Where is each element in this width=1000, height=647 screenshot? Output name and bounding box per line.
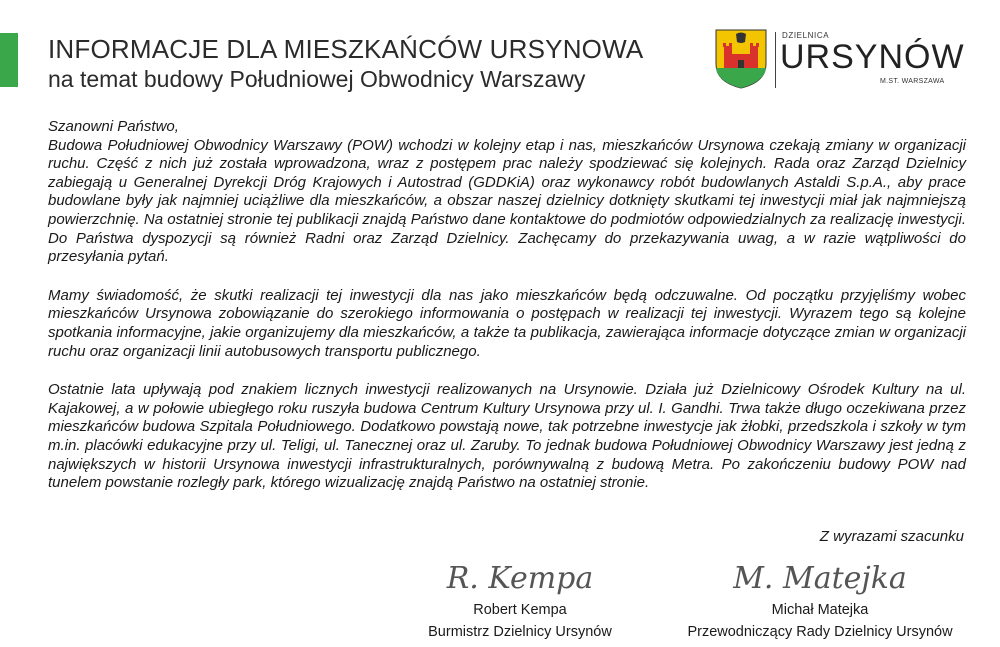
letter-paragraph: Mamy świadomość, że skutki realizacji tej inwestycji dla nas jako mieszkańców będą odczuwalne. Od początku przyjęliśmy wobec mieszkańców Ursynowa zobowiązanie do szerokiego informowania o postępach w realizacji tej inwestycji. Wyrazem tego są kolejne spotkania informacyjne, jakie organizujemy dla mieszkańców, a także ta publikacja, zawierająca informacje dotyczące zmian w organizacji ruchu oraz organizacji linii autobusowych transportu publicznego. (48, 286, 966, 360)
logo-dzielnica: DZIELNICA (782, 31, 830, 40)
letter-greeting: Szanowni Państwo, (48, 118, 179, 135)
page-title: INFORMACJE DLA MIESZKAŃCÓW URSYNOWA (48, 34, 644, 64)
logo-divider (775, 32, 776, 88)
signatory-role: Burmistrz Dzielnicy Ursynów (428, 624, 612, 640)
page-subtitle: na temat budowy Południowej Obwodnicy Warszawy (48, 66, 586, 92)
letter-paragraph: Ostatnie lata upływają pod znakiem licznych inwestycji realizowanych na Ursynowie. Działa już Dzielnicowy Ośrodek Kultury na ul. Kajakowej, a w połowie ubiegłego roku ruszyła budowa Centrum Kultury Ursynowa przy ul. I. Gandhi. Trwa także długo oczekiwana przez mieszkańców budowa Szpitala Południowego. Dodatkowo powstają nowe, tak potrzebne inwestycje jak żłobki, przedszkola i szkoły w tym m.in. placówki edukacyjne przy ul. Teligi, ul. Tanecznej oraz ul. Zaruby. To jednak budowa Południowej Obwodnicy Warszawy jest jedną z największych w historii Ursynowa inwestycji infrastrukturalnych, porównywalną z budową Metra. Po zakończeniu budowy POW nad tunelem powstanie rozległy park, którego wizualizację znajdą Państwo na ostatniej stronie. (48, 381, 966, 492)
logo-city: M.ST. WARSZAWA (880, 78, 945, 85)
letter-closing: Z wyrazami szacunku (819, 528, 964, 545)
letter-body (48, 118, 966, 493)
accent-bar (0, 33, 18, 87)
signatory-name: Robert Kempa (473, 602, 567, 618)
signature-block (660, 562, 980, 640)
district-logo (712, 28, 965, 90)
handwritten-signature: M. Matejka (733, 561, 907, 596)
letter-paragraph: Budowa Południowej Obwodnicy Warszawy (POW) wchodzi w kolejny etap i nas, mieszkańców Ursynowa czekają zmiany w organizacji ruchu. Część z nich już została wprowadzona, wraz z postępem prac należy spodziewać się kolejnych. Rada oraz Zarząd Dzielnicy zabiegają u Generalnej Dyrekcji Dróg Krajowych i Autostrad (GDDKiA) oraz wykonawcy robót budowlanych Astaldi S.p.A., aby prace budowlane były jak najmniej uciążliwe dla mieszkańców, a obszar naszej dzielnicy dotknięty skutkami tej inwestycji miał jak najmniejszą powierzchnię. Na ostatniej stronie tej publikacji znajdą Państwo dane kontaktowe do podmiotów odpowiedzialnych za realizację inwestycji. Do Państwa dyspozycji są również Radni oraz Zarząd Dzielnicy. Zachęcamy do przekazywania uwag, a w razie wątpliwości do przesyłania pytań. (48, 136, 967, 266)
crest-icon (712, 28, 770, 90)
handwritten-signature: R. Kempa (446, 561, 594, 596)
logo-name: URSYNÓW (780, 38, 965, 76)
signature-block (400, 562, 640, 640)
signatory-name: Michał Matejka (771, 602, 869, 618)
signatory-role: Przewodniczący Rady Dzielnicy Ursynów (687, 624, 953, 640)
